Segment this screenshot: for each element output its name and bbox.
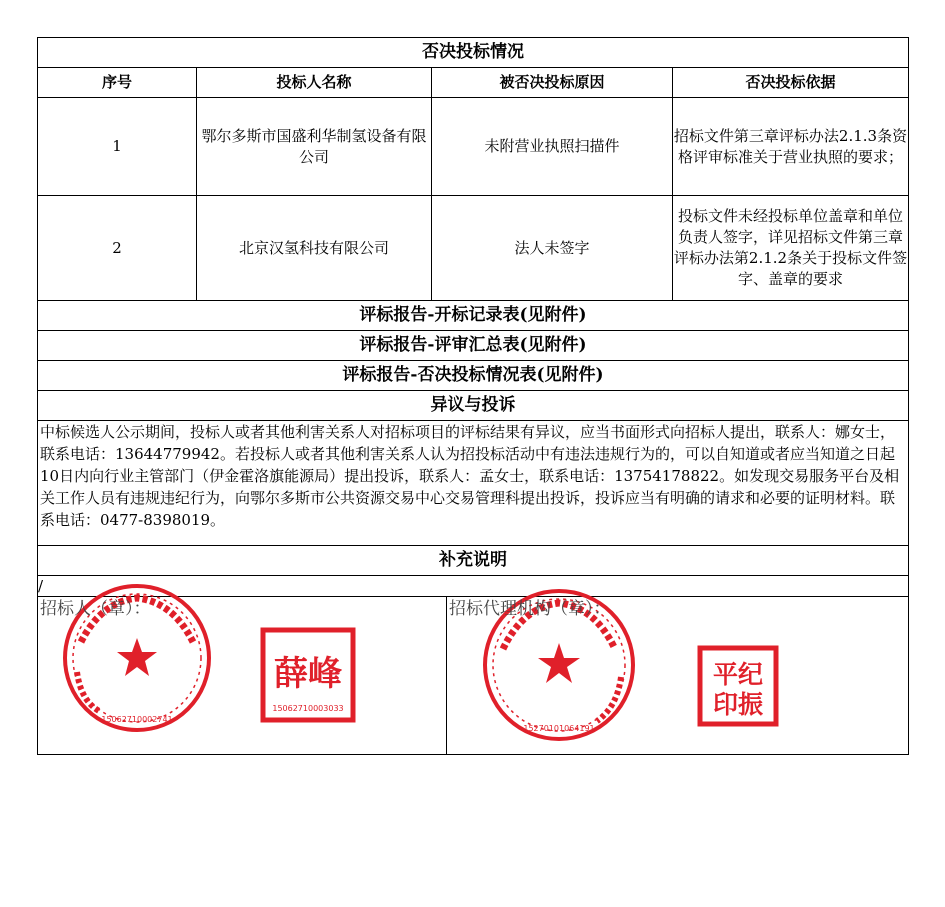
- header-no: 序号: [38, 68, 197, 98]
- table-row: [38, 196, 909, 301]
- tenderer-signature-cell: [38, 597, 447, 755]
- cell-reason: 法人未签字: [432, 196, 673, 301]
- tenderer-person-seal-icon: [260, 627, 356, 723]
- objection-text: 中标候选人公示期间，投标人或者其他利害关系人对招标项目的评标结果有异议，应当书面形式向招标人提出，联系人：娜女士，联系电话：13644779942。若投标人或者其他利害关系人认为招投标活动中有违法违规行为的，可以自知道或者应当知道之日起10日内向行业主管部门（伊金霍洛旗能源局）提出投诉，联系人：孟女士，联系电话：13754178822。如发现交易服务平台及相关工作人员有违规违纪行为，向鄂尔多斯市公共资源交易中心交易管理科提出投诉，投诉应当有明确的请求和必要的证明材料。联系电话：0477-8398019。: [38, 421, 909, 546]
- header-bidder: 投标人名称: [197, 68, 432, 98]
- report-link-opening[interactable]: 评标报告-开标记录表(见附件): [38, 301, 909, 331]
- cell-bidder: 北京汉氢科技有限公司: [197, 196, 432, 301]
- signature-table: [37, 597, 909, 755]
- supplement-text: /: [38, 576, 909, 597]
- cell-basis: 投标文件未经投标单位盖章和单位负责人签字，详见招标文件第三章评标办法第2.1.2条关于投标文件签字、盖章的要求: [673, 196, 909, 301]
- cell-basis: 招标文件第三章评标办法2.1.3条资格评审标准关于营业执照的要求；: [673, 98, 909, 196]
- agency-signature-cell: [447, 597, 909, 755]
- tenderer-person-seal-number: 15062710003033: [272, 704, 344, 713]
- tenderer-seal-number: 15062710002741: [101, 715, 173, 724]
- tenderer-person-seal-name: 薛峰: [274, 654, 342, 694]
- document: [37, 37, 908, 755]
- agency-person-seal-name: 平纪印振: [712, 660, 764, 719]
- header-basis: 否决投标依据: [673, 68, 909, 98]
- table-row: [38, 98, 909, 196]
- tenderer-label: 招标人（章）：: [40, 599, 151, 619]
- cell-reason: 未附营业执照扫描件: [432, 98, 673, 196]
- agency-person-seal-icon: [697, 645, 779, 727]
- header-reason: 被否决投标原因: [432, 68, 673, 98]
- agency-seal-number: 15270101064191: [523, 724, 595, 733]
- report-link-rejected[interactable]: 评标报告-否决投标情况表(见附件): [38, 361, 909, 391]
- section-title-objection: 异议与投诉: [38, 391, 909, 421]
- result-table: [37, 37, 909, 597]
- agency-label: 招标代理机构（章）：: [449, 599, 611, 619]
- report-link-summary[interactable]: 评标报告-评审汇总表(见附件): [38, 331, 909, 361]
- cell-no: 1: [38, 98, 197, 196]
- section-title-supplement: 补充说明: [38, 546, 909, 576]
- cell-no: 2: [38, 196, 197, 301]
- cell-bidder: 鄂尔多斯市国盛利华制氢设备有限公司: [197, 98, 432, 196]
- section-title-rejected: 否决投标情况: [38, 38, 909, 68]
